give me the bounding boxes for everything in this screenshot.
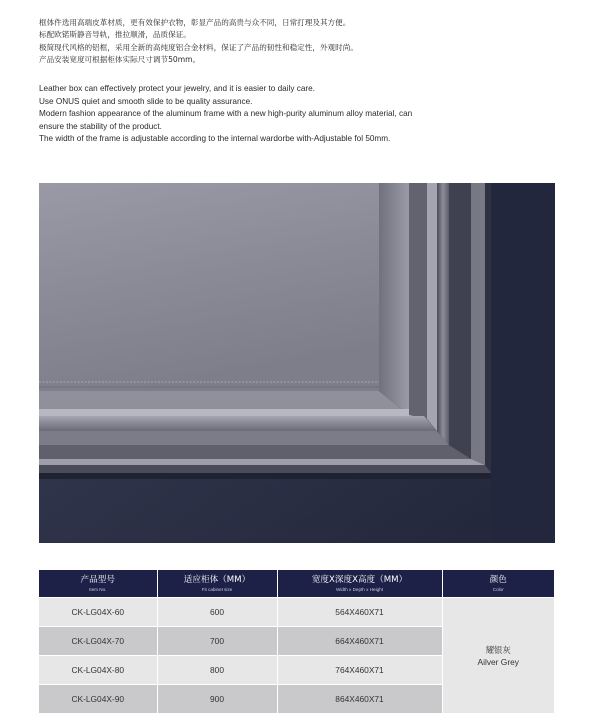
cn-line-3: 极简现代风格的铝框，采用全新的高纯度铝合金材料，保证了产品的韧性和稳定性，外观时尚。 <box>39 42 358 52</box>
item-no-cell: CK-LG04X-60 <box>39 598 157 627</box>
header-dimensions-cn: 宽度X深度X高度（MM） <box>311 574 408 585</box>
dimensions-cell: 664X460X71 <box>277 627 442 656</box>
en-line-5: The width of the frame is adjustable according to the internal wardorbe with-Adjustable fol 50mm. <box>39 134 391 144</box>
item-no-cell: CK-LG04X-90 <box>39 685 157 714</box>
color-name-cn: 耀银灰 <box>485 644 511 655</box>
chinese-description <box>39 17 358 66</box>
fit-size-cell: 900 <box>157 685 277 714</box>
fit-size-cell: 600 <box>157 598 277 627</box>
header-item-no-cn: 产品型号 <box>80 574 115 585</box>
leather-box-illustration <box>39 183 555 543</box>
spec-table <box>39 570 554 713</box>
header-item-no-en: Item No. <box>89 586 107 592</box>
product-photo <box>39 183 555 543</box>
header-color-cn: 颜色 <box>489 574 507 585</box>
header-item-no <box>39 570 157 598</box>
fit-size-cell: 800 <box>157 656 277 685</box>
item-no-cell: CK-LG04X-80 <box>39 656 157 685</box>
en-line-3: Modern fashion appearance of the aluminum frame with a new high-purity aluminum alloy material, can <box>39 109 413 119</box>
cn-line-2: 标配欧锘斯静音导轨，推拉顺滑，品质保证。 <box>39 30 191 40</box>
header-fit-size <box>157 570 277 598</box>
header-dimensions <box>277 570 442 598</box>
dimensions-cell: 864X460X71 <box>277 685 442 714</box>
header-fit-size-en: Fit cabinet size <box>201 586 233 592</box>
cn-line-4: 产品安装宽度可根据柜体实际尺寸调节50mm。 <box>39 54 201 64</box>
item-no-cell: CK-LG04X-70 <box>39 627 157 656</box>
cn-line-1: 框体件选用高端皮革材质，更有效保护衣物，彰显产品的高贵与众不同，日常打理及其方便。 <box>39 18 351 27</box>
en-line-2: Use ONUS quiet and smooth slide to be quality assurance. <box>39 96 253 106</box>
header-color-en: Color <box>492 586 504 592</box>
en-line-4: ensure the stability of the product. <box>39 121 162 131</box>
header-fit-size-cn: 适应柜体（MM） <box>183 574 251 585</box>
color-name-en: Ailver Grey <box>477 656 519 667</box>
header-color <box>442 570 554 598</box>
en-line-1: Leather box can effectively protect your jewelry, and it is easier to daily care. <box>39 84 315 93</box>
color-cell <box>442 598 554 714</box>
table-row <box>39 598 554 627</box>
header-dimensions-en: Width x Depth x Height <box>336 586 383 592</box>
english-description <box>39 83 412 146</box>
fit-size-cell: 700 <box>157 627 277 656</box>
table-header-row <box>39 570 554 598</box>
dimensions-cell: 764X460X71 <box>277 656 442 685</box>
dimensions-cell: 564X460X71 <box>277 598 442 627</box>
